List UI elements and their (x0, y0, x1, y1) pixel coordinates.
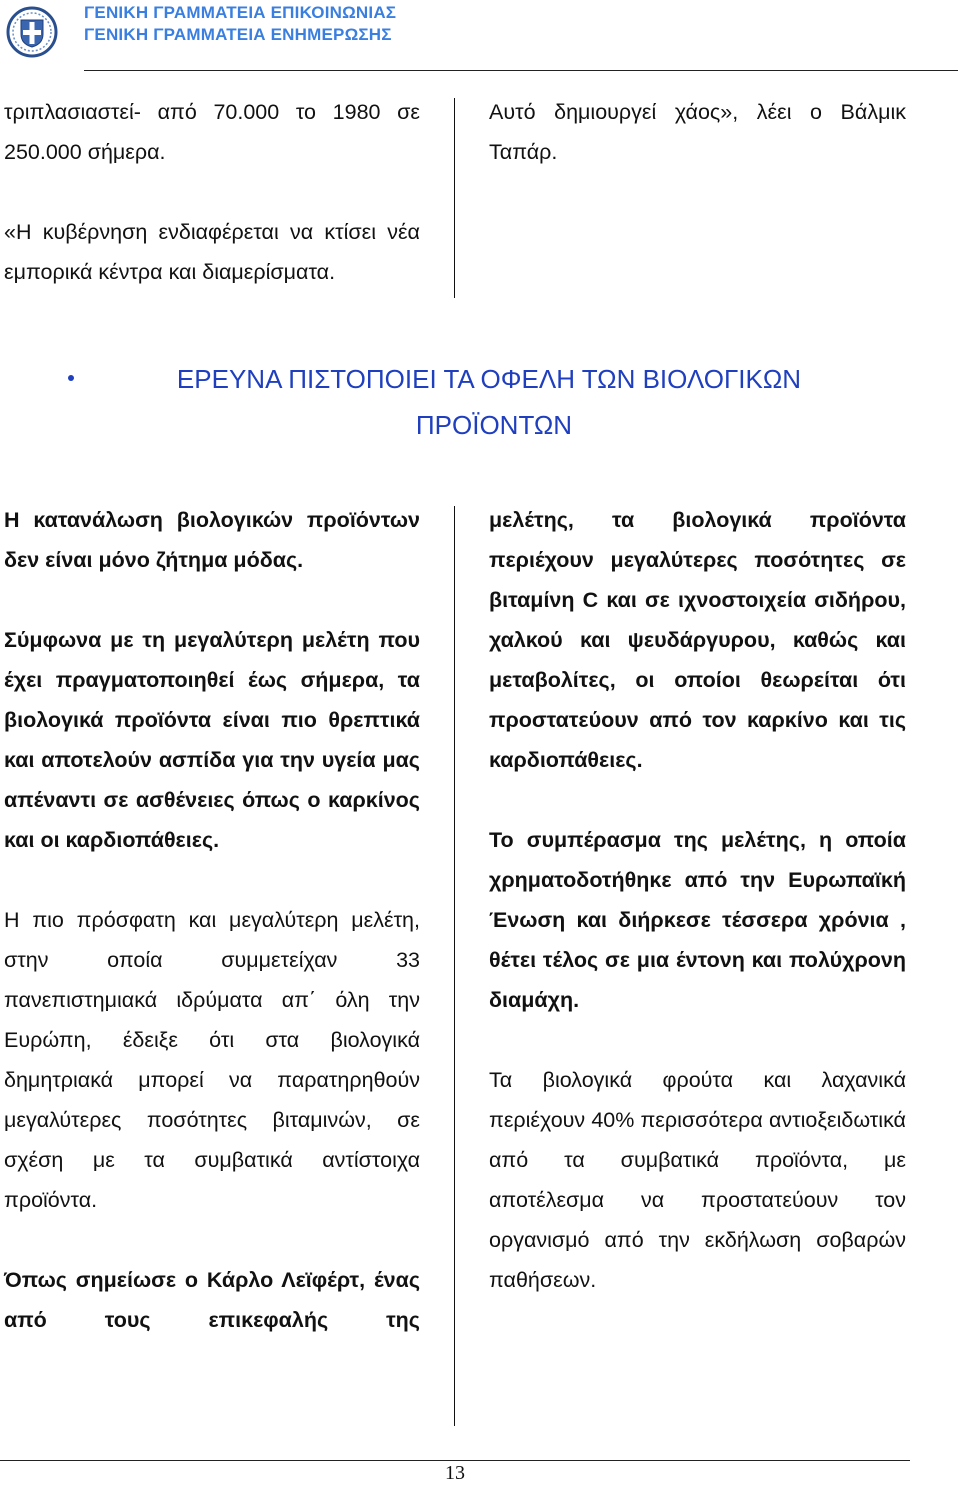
article-right-column (489, 500, 906, 1300)
page-number: 13 (445, 1462, 465, 1484)
column-divider (454, 98, 455, 298)
paragraph: Τα βιολογικά φρούτα και λαχανικά περιέχουν 40% περισσότερα αντιοξειδωτικά από τα συμβατικά προϊόντα, με αποτέλεσμα να προστατεύουν τον οργανισμό από την εκδήλωση σοβαρών παθήσεων. (489, 1068, 906, 1292)
paragraph: τριπλασιαστεί- από 70.000 το 1980 σε 250.000 σήμερα. (4, 100, 420, 164)
paragraph: Η πιο πρόσφατη και μεγαλύτερη μελέτη, στην οποία συμμετείχαν 33 πανεπιστημιακά ιδρύματα απ΄ όλη την Ευρώπη, έδειξε ότι στα βιολογικά δημητριακά μπορεί να παρατηρηθούν μεγαλύτερες ποσότητες βιταμινών, σε σχέση με τα συμβατικά αντίστοιχα προϊόντα. (4, 908, 420, 1212)
paragraph: μελέτης, τα βιολογικά προϊόντα περιέχουν μεγαλύτερες ποσότητες σε βιταμίνη C και σε ιχνοστοιχεία σιδήρου, χαλκού και ψευδάργυρου, καθώς και μεταβολίτες, οι οποίοι θεωρείται ότι προστατεύουν από τον καρκίνο και τις καρδιοπάθειες. (489, 508, 906, 772)
paragraph: «Η κυβέρνηση ενδιαφέρεται να κτίσει νέα εμπορικά κέντρα και διαμερίσματα. (4, 220, 420, 284)
paragraph: Αυτό δημιουργεί χάος», λέει ο Βάλμικ Ταπάρ. (489, 100, 906, 164)
top-right-column (489, 92, 906, 172)
ministry-title-line-2: ΓΕΝΙΚΗ ΓΡΑΜΜΑΤΕΙΑ ΕΝΗΜΕΡΩΣΗΣ (84, 25, 392, 44)
article-heading-line-2: ΠΡΟΪΟΝΤΩΝ (415, 410, 573, 440)
paragraph: Όπως σημείωσε ο Κάρλο Λεϊφέρτ, ένας από τους επικεφαλής της (4, 1268, 420, 1332)
top-left-column (4, 92, 420, 292)
page-header (0, 0, 960, 72)
footer-divider (0, 1460, 910, 1461)
paragraph: Το συμπέρασμα της μελέτης, η οποία χρηματοδοτήθηκε από την Ευρωπαϊκή Ένωση και διήρκεσε τέσσερα χρόνια , θέτει τέλος σε μια έντονη και πολύχρονη διαμάχη. (489, 828, 906, 1012)
column-divider (454, 506, 455, 1426)
article-left-column (4, 500, 420, 1340)
greek-coat-of-arms-icon (6, 6, 58, 58)
ministry-title-line-1: ΓΕΝΙΚΗ ΓΡΑΜΜΑΤΕΙΑ ΕΠΙΚΟΙΝΩΝΙΑΣ (84, 3, 397, 22)
article-heading (0, 356, 960, 448)
paragraph: Η κατανάλωση βιολογικών προϊόντων δεν είναι μόνο ζήτημα μόδας. (4, 508, 420, 572)
paragraph: Σύμφωνα με τη μεγαλύτερη μελέτη που έχει πραγματοποιηθεί έως σήμερα, τα βιολογικά προϊόντα είναι πιο θρεπτικά και αποτελούν ασπίδα για την υγεία μας απέναντι σε ασθένειες όπως ο καρκίνος και οι καρδιοπάθειες. (4, 628, 420, 852)
header-divider (84, 70, 958, 71)
article-heading-line-1: ΕΡΕΥΝΑ ΠΙΣΤΟΠΟΙΕΙ ΤΑ ΟΦΕΛΗ ΤΩΝ ΒΙΟΛΟΓΙΚΩΝ (176, 364, 802, 394)
